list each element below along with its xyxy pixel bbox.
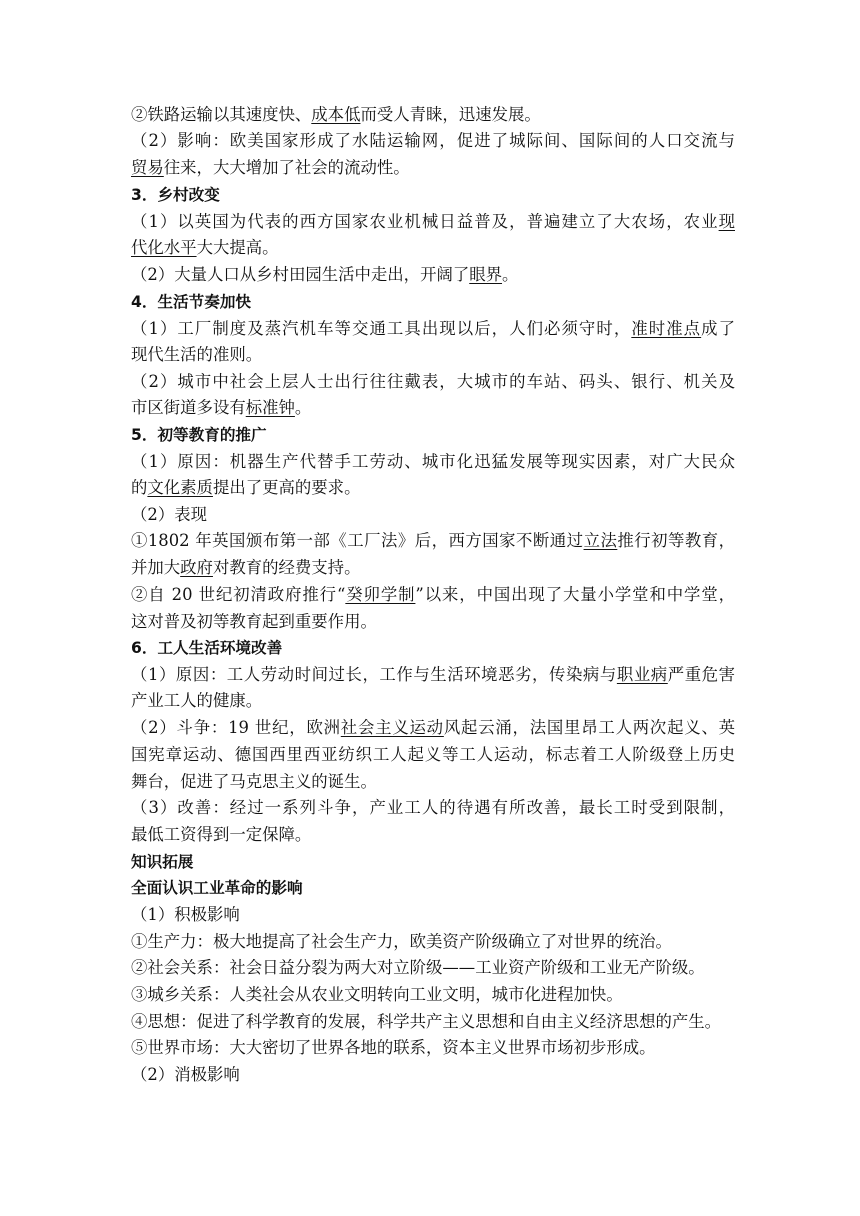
text-segment: ”以来，中国出现了大量小学堂和中学堂，: [415, 585, 736, 604]
text-segment: 风起云涌，法国里昂工人两次起义、英: [443, 718, 736, 737]
text-segment: （1）工厂制度及蒸汽机车等交通工具出现以后，人们必须守时，: [131, 319, 632, 338]
underlined-keyword: 现: [718, 212, 735, 231]
text-line: [131, 611, 735, 633]
text-line: [131, 957, 735, 979]
text-line: [131, 1037, 735, 1059]
text-line: [131, 318, 735, 340]
text-segment: （2）影响：欧美国家形成了水陆运输网，促进了城际间、国际间的人口交流与: [131, 131, 735, 150]
text-segment: （1）原因：工人劳动时间过长，工作与生活环境恶劣，传染病与: [131, 665, 617, 684]
text-segment: 市区街道多设有: [131, 398, 246, 417]
text-line: [131, 771, 735, 793]
text-line: [131, 1064, 735, 1086]
text-segment: ①生产力：极大地提高了社会生产力，欧美资产阶级确立了对世界的统治。: [131, 932, 672, 951]
text-segment: 并加大: [131, 558, 181, 577]
text-line: [131, 371, 735, 393]
text-line: [131, 1011, 735, 1033]
text-line: [131, 530, 735, 552]
text-line: [131, 237, 735, 259]
text-line: [131, 717, 735, 739]
text-segment: ⑤世界市场：大大密切了世界各地的联系，资本主义世界市场初步形成。: [131, 1038, 656, 1057]
text-segment: 产业工人的健康。: [131, 691, 263, 710]
underlined-keyword: 社会主义运动: [340, 718, 444, 737]
text-segment: （3）改善：经过一系列斗争，产业工人的待遇有所改善，最长工时受到限制，: [131, 798, 735, 817]
text-segment: 严重危害: [667, 665, 736, 684]
section-heading: 知识拓展: [131, 853, 194, 871]
text-segment: 成了: [701, 319, 736, 338]
text-segment: 推行初等教育，: [617, 531, 736, 550]
text-segment: （2）大量人口从乡村田园生活中走出，开阔了: [131, 265, 470, 284]
text-segment: （1）积极影响: [131, 905, 240, 924]
text-line: [131, 904, 735, 926]
text-line: [131, 931, 735, 953]
underlined-keyword: 职业病: [616, 665, 668, 684]
text-line: [131, 584, 735, 606]
text-segment: 大大提高。: [196, 238, 279, 257]
section-heading: 6．工人生活环境改善: [131, 639, 283, 657]
text-line: [131, 264, 735, 286]
text-line: [131, 477, 735, 499]
text-segment: 国宪章运动、德国西里西亚纺织工人起义等工人运动，标志着工人阶级登上历史: [131, 745, 735, 764]
text-segment: 舞台，促进了马克思主义的诞生。: [131, 772, 377, 791]
text-line: [131, 664, 735, 686]
text-line: [131, 984, 735, 1006]
text-line: [131, 451, 735, 473]
text-line: [131, 211, 735, 233]
text-segment: ②自 20 世纪初清政府推行“: [131, 585, 346, 604]
text-segment: 往来，大大增加了社会的流动性。: [163, 158, 410, 177]
text-segment: 这对普及初等教育起到重要作用。: [131, 612, 377, 631]
text-segment: 最低工资得到一定保障。: [131, 825, 312, 844]
text-line: [131, 824, 735, 846]
underlined-keyword: 贸易: [131, 158, 164, 177]
text-segment: （2）表现: [131, 505, 207, 524]
underlined-keyword: 癸卯学制: [345, 585, 416, 604]
text-segment: 对教育的经费支持。: [212, 558, 361, 577]
text-segment: 。: [294, 398, 312, 417]
section-heading: 4．生活节奏加快: [131, 293, 252, 311]
text-segment: ②社会关系：社会日益分裂为两大对立阶级——工业资产阶级和工业无产阶级。: [131, 958, 705, 977]
text-segment: 的: [131, 478, 148, 497]
text-line: [131, 690, 735, 712]
underlined-keyword: 准时准点: [631, 319, 702, 338]
underlined-keyword: 政府: [180, 558, 213, 577]
text-line: [131, 104, 735, 126]
underlined-keyword: 成本低: [311, 105, 361, 124]
text-segment: （2）消极影响: [131, 1065, 240, 1084]
text-segment: 提出了更高的要求。: [212, 478, 361, 497]
text-segment: 而受人青睐，迅速发展。: [360, 105, 541, 124]
text-line: [131, 504, 735, 526]
text-segment: （1）原因：机器生产代替手工劳动、城市化迅猛发展等现实因素，对广大民众: [131, 452, 735, 471]
text-line: [131, 557, 735, 579]
text-segment: （1）以英国为代表的西方国家农业机械日益普及，普遍建立了大农场，农业: [131, 212, 719, 231]
text-line: [131, 130, 735, 152]
text-line: [131, 344, 735, 366]
text-segment: ③城乡关系：人类社会从农业文明转向工业文明，城市化进程加快。: [131, 985, 623, 1004]
text-line: [131, 397, 735, 419]
text-segment: 。: [502, 265, 519, 284]
text-segment: 现代生活的准则。: [131, 345, 263, 364]
section-heading: 全面认识工业革命的影响: [131, 879, 303, 897]
underlined-keyword: 文化素质: [147, 478, 213, 497]
section-heading: 5．初等教育的推广: [131, 426, 267, 444]
underlined-keyword: 代化水平: [131, 238, 197, 257]
underlined-keyword: 立法: [583, 531, 618, 550]
underlined-keyword: 标准钟: [245, 398, 295, 417]
text-line: [131, 744, 735, 766]
text-segment: ①1802 年英国颁布第一部《工厂法》后，西方国家不断通过: [131, 531, 584, 550]
text-segment: （2）城市中社会上层人士出行往往戴表，大城市的车站、码头、银行、机关及: [131, 372, 735, 391]
text-segment: ②铁路运输以其速度快、: [131, 105, 312, 124]
text-segment: （2）斗争：19 世纪，欧洲: [131, 718, 341, 737]
text-line: [131, 797, 735, 819]
section-heading: 3．乡村改变: [131, 186, 220, 204]
text-line: [131, 157, 735, 179]
underlined-keyword: 眼界: [469, 265, 503, 284]
text-segment: ④思想：促进了科学教育的发展，科学共产主义思想和自由主义经济思想的产生。: [131, 1012, 722, 1031]
